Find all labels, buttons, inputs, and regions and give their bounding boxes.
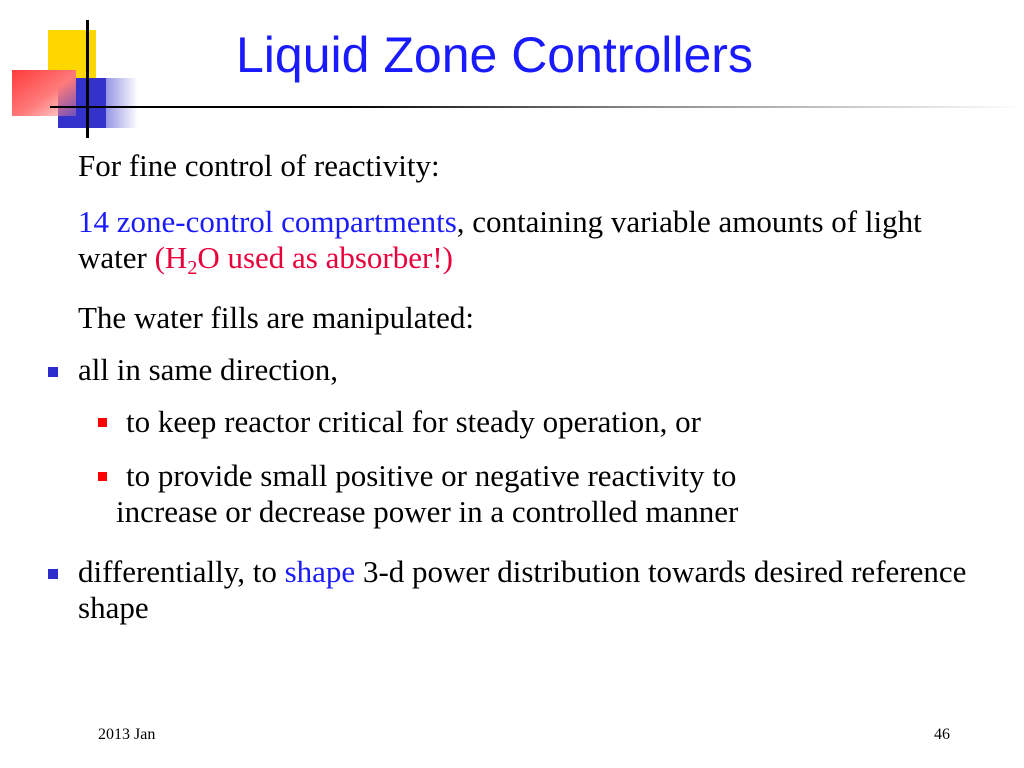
bullet-text-pre: differentially, to bbox=[78, 554, 285, 589]
sub-bullet-line-1: to provide small positive or negative reactivity to bbox=[126, 458, 737, 493]
sub-bullet-text bbox=[116, 458, 958, 530]
vertical-rule bbox=[86, 20, 89, 138]
intro-text: For fine control of reactivity: bbox=[78, 148, 440, 183]
bullet-text-post: 3-d power distribution towards desired reference shape bbox=[78, 554, 967, 625]
absorber-note-subscript: 2 bbox=[187, 257, 198, 279]
sub-bullet-line-2: increase or decrease power in a controlled manner bbox=[116, 494, 739, 529]
bullet-text bbox=[78, 554, 968, 626]
title-divider bbox=[50, 106, 1024, 108]
footer-date: 2013 Jan bbox=[98, 726, 156, 743]
red-square-shape bbox=[12, 70, 76, 116]
sub-bullet-text: to keep reactor critical for steady operation, or bbox=[126, 404, 701, 439]
absorber-note-open: (H bbox=[154, 240, 188, 275]
bullet-text: all in same direction, bbox=[78, 352, 338, 387]
page-number: 46 bbox=[934, 726, 950, 743]
shape-highlight: shape bbox=[284, 554, 356, 589]
blue-fade-shape bbox=[104, 78, 138, 128]
slide-title: Liquid Zone Controllers bbox=[236, 27, 753, 83]
sub-bullet-square-icon bbox=[98, 472, 107, 481]
fills-intro-text: The water fills are manipulated: bbox=[78, 300, 474, 335]
compartments-highlight: 14 zone-control compartments bbox=[78, 204, 457, 239]
absorber-note bbox=[154, 240, 453, 279]
bullet-square-icon bbox=[48, 367, 58, 377]
compartments-text bbox=[78, 204, 958, 279]
bullet-square-icon bbox=[48, 569, 58, 579]
absorber-note-close: O used as absorber!) bbox=[197, 240, 453, 275]
sub-bullet-square-icon bbox=[98, 418, 107, 427]
decorative-logo bbox=[0, 0, 150, 150]
compartments-rest: , containing variable amounts of light water bbox=[78, 204, 922, 275]
